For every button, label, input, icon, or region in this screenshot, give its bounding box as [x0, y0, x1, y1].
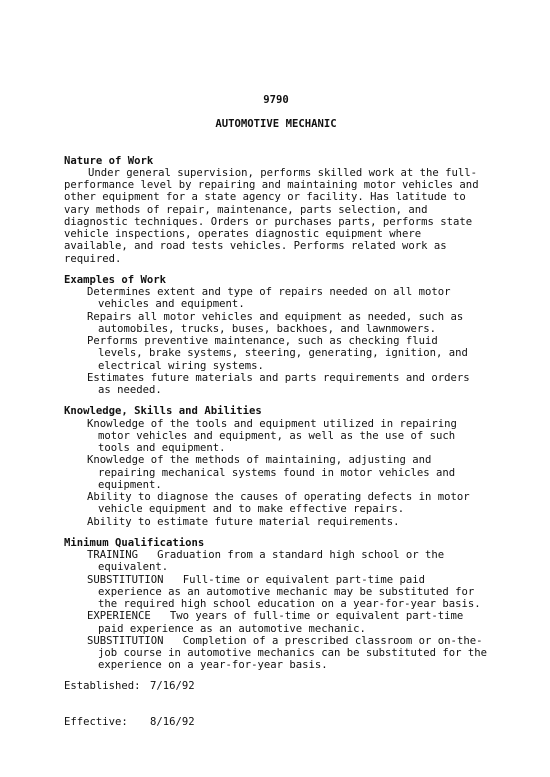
- nature-of-work-section: [64, 155, 488, 265]
- minimum-qualifications-section: [64, 537, 488, 672]
- qualification-item: [64, 574, 488, 611]
- qualification-label: SUBSTITUTION: [87, 573, 164, 586]
- qualification-text: Completion of a prescribed classroom or on-the-job course in automotive mechanics can be substituted for the experience on a year-for-year basis.: [98, 634, 488, 672]
- qualification-label: TRAINING: [87, 549, 139, 561]
- document-body: [64, 94, 488, 681]
- qualification-item: [64, 549, 488, 574]
- effective-date: 8/16/92: [150, 716, 195, 729]
- qualification-label: EXPERIENCE: [87, 610, 151, 623]
- qualification-text: Two years of full-time or equivalent part-time paid experience as an automotive mechanic.: [98, 610, 464, 635]
- date-footer: [64, 655, 195, 753]
- examples-of-work-section: [64, 274, 488, 397]
- effective-row: [64, 716, 195, 728]
- class-code: 9790: [263, 94, 289, 106]
- ksa-heading: Knowledge, Skills and Abilities: [64, 405, 262, 418]
- established-row: [64, 680, 195, 692]
- example-item: Performs preventive maintenance, such as checking fluid levels, brake systems, steering, generating, ignition, and electrical wiring systems.: [87, 335, 468, 372]
- established-date: 7/16/92: [150, 679, 195, 692]
- ksa-item: Ability to diagnose the causes of operating defects in motor vehicle equipment and to make effective repairs.: [87, 491, 470, 516]
- nature-of-work-heading: Nature of Work: [64, 154, 154, 167]
- ksa-section: [64, 405, 488, 528]
- document-title: AUTOMOTIVE MECHANIC: [215, 118, 337, 131]
- qualification-text: Graduation from a standard high school or the equivalent.: [98, 549, 445, 574]
- nature-of-work-text: Under general supervision, performs skilled work at the full-performance level by repairing and maintaining motor vehicles and other equipment for a state agency or facility. Has latitude to vary methods of repair, maintenance, parts selection, and diagnostic techniques. Orders or purchases parts, performs state vehicle inspections, operates diagnostic equipment where available, and road tests vehicles. Performs related work as required.: [64, 166, 479, 265]
- example-item: Determines extent and type of repairs needed on all motor vehicles and equipment.: [87, 286, 451, 311]
- example-item: Repairs all motor vehicles and equipment as needed, such as automobiles, trucks, buses, backhoes, and lawnmowers.: [87, 310, 464, 335]
- ksa-item: Knowledge of the methods of maintaining, adjusting and repairing mechanical systems found in motor vehicles and equipment.: [87, 454, 456, 491]
- effective-label: Effective:: [64, 716, 128, 729]
- ksa-item: Knowledge of the tools and equipment utilized in repairing motor vehicles and equipment, as well as the use of such tools and equipment.: [87, 417, 457, 454]
- ksa-item: Ability to estimate future material requirements.: [87, 515, 400, 528]
- qualification-text: Full-time or equivalent part-time paid experience as an automotive mechanic may be substituted for the required high school education on a year-for-year basis.: [98, 573, 481, 610]
- established-label: Established:: [64, 679, 141, 692]
- examples-of-work-heading: Examples of Work: [64, 273, 167, 286]
- qualification-item: [64, 610, 488, 635]
- qualification-label: SUBSTITUTION: [87, 634, 164, 647]
- example-item: Estimates future materials and parts requirements and orders as needed.: [87, 371, 470, 396]
- minimum-qualifications-heading: Minimum Qualifications: [64, 536, 205, 549]
